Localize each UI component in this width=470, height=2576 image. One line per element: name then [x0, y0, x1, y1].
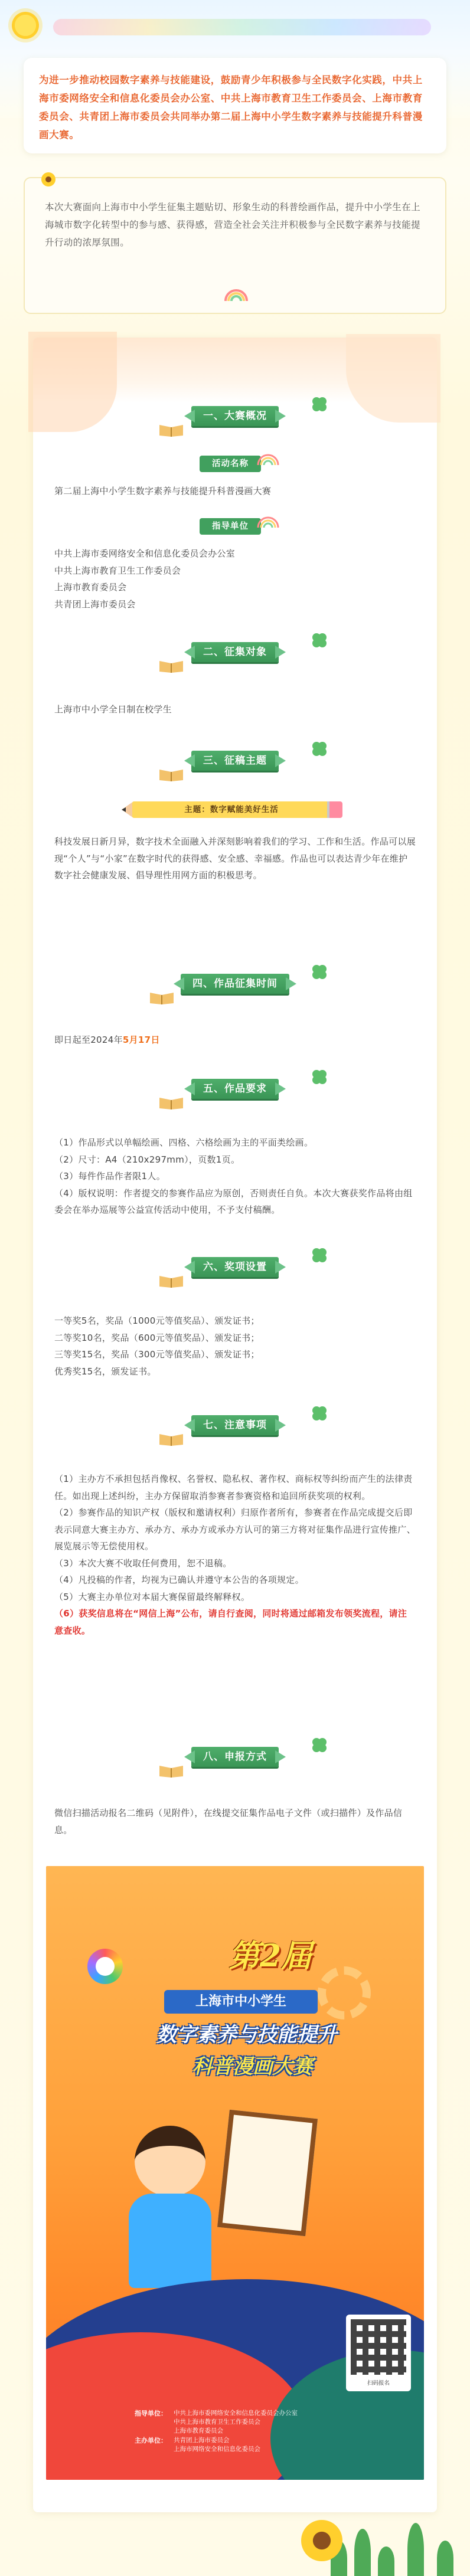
section-title-deadline	[175, 969, 295, 995]
book-icon	[149, 989, 175, 1004]
sunflower-icon	[301, 2520, 342, 2561]
poster-organizers: 指导单位： 中共上海市委网络安全和信息化委员会办公室 中共上海市教育卫生工作委员会 上海市教育委员会 主办单位： 共青团上海市委员会 上海市网络安全和信息化委员会	[135, 2409, 347, 2474]
activity-name-text: 第二届上海中小学生数字素养与技能提升科普漫画大赛	[54, 486, 272, 496]
list-item: （1）主办方不承担包括肖像权、名誉权、隐私权、著作权、商标权等纠纷而产生的法律责任。如出现上述纠纷，主办方保留取消参赛者参赛资格和追回所获奖项的权利。	[54, 1474, 413, 1501]
clover-icon	[311, 395, 328, 413]
poster-school-label: 上海市中小学生	[164, 1990, 318, 2014]
section-title-text: 二、征集对象	[203, 646, 267, 658]
clover-icon	[311, 1736, 328, 1754]
book-icon	[158, 1431, 184, 1446]
leaf-decoration	[346, 334, 440, 423]
highlight-notice: （6）获奖信息将在“网信上海”公布，请自行查阅，同时将通过邮箱发布领奖流程，请注意查收。	[54, 1608, 407, 1636]
list-item: 中共上海市委网络安全和信息化委员会办公室	[54, 548, 236, 559]
list-item: 一等奖5名，奖品（1000元等值奖品）、颁发证书；	[54, 1315, 260, 1326]
rainbow-icon	[256, 453, 280, 466]
list-item: 中共上海市教育卫生工作委员会	[174, 2418, 260, 2426]
section-title-target	[185, 637, 285, 663]
child-illustration	[135, 2126, 205, 2197]
list-item: 二等奖10名，奖品（600元等值奖品）、颁发证书；	[54, 1332, 260, 1343]
list-item: （3）本次大赛不收取任何费用，恕不退稿。	[54, 1557, 232, 1569]
intro-card	[24, 58, 446, 153]
theme-text: 主题：数字赋能美好生活	[132, 801, 331, 818]
rainbow-icon	[256, 516, 280, 529]
notes-list	[54, 1471, 416, 1639]
list-item: （4）凡投稿的作者，均视为已确认并遵守本公告的各项规定。	[54, 1575, 304, 1585]
easel-illustration	[217, 2110, 318, 2237]
rainbow-decoration	[53, 19, 431, 35]
guidance-unit-list	[54, 545, 416, 613]
book-icon	[158, 1272, 184, 1288]
qr-caption: 扫码报名	[367, 2380, 390, 2387]
book-icon	[158, 421, 184, 437]
list-item: （2）尺寸：A4（210x297mm），页数1页。	[54, 1154, 240, 1165]
poster-title-line1: 数字素养与技能提升	[156, 2023, 337, 2047]
list-item: （2）参赛作品的知识产权（版权和邀请权利）归原作者所有，参赛者在作品完成提交后即表示同意大赛主办方、承办方、承办方或承办方认可的第三方将对征集作品进行宣传推广、展览展示等无偿使用权。	[54, 1507, 416, 1552]
sunflower-icon	[40, 171, 57, 188]
list-item: 共青团上海市委员会	[174, 2437, 230, 2444]
section-title-overview	[185, 401, 285, 427]
clover-icon	[311, 1068, 328, 1086]
deadline-text: 即日起至2024年5月17日	[54, 1035, 160, 1045]
book-icon	[158, 1762, 184, 1778]
submission-text: 微信扫描活动报名二维码（见附件），在线提交征集作品电子文件（或扫描件）及作品信息。	[54, 1808, 403, 1835]
list-item: 三等奖15名，奖品（300元等值奖品）、颁发证书；	[54, 1349, 260, 1360]
book-icon	[158, 1094, 184, 1109]
section-title-text: 一、大赛概况	[203, 410, 267, 422]
list-item: 中共上海市教育卫生工作委员会	[54, 565, 181, 576]
theme-description: 科技发展日新月异，数字技术全面融入并深刻影响着我们的学习、工作和生活。作品可以展现“个人”与“小家”在数字时代的获得感、安全感、幸福感。作品也可以表达青少年在维护数字社会健康发展、倡导理性用网方面的积极思考。	[54, 836, 416, 881]
list-item: 中共上海市委网络安全和信息化委员会办公室	[174, 2410, 298, 2417]
list-item: 上海市教育委员会	[174, 2427, 223, 2434]
section-title-requirements	[185, 1074, 285, 1100]
sun-icon	[12, 12, 39, 39]
deadline-date: 5月17日	[122, 1035, 160, 1045]
rainbow-icon	[223, 288, 249, 302]
section-title-theme	[185, 746, 285, 772]
list-item: （1）作品形式以单幅绘画、四格、六格绘画为主的平面类绘画。	[54, 1137, 314, 1148]
list-item: 共青团上海市委员会	[54, 598, 136, 610]
intro-text: 为进一步推动校园数字素养与技能建设，鼓励青少年积极参与全民数字化实践，中共上海市委网络安全和信息化委员会办公室、中共上海市教育卫生工作委员会、上海市教育委员会、共青团上海市委员会共同举办第二届上海中小学生数字素养与技能提升科普漫画大赛。	[39, 74, 423, 140]
clover-icon	[311, 631, 328, 649]
section-title-text: 五、作品要求	[203, 1083, 267, 1095]
list-item: （4）版权说明：作者提交的参赛作品应为原创，否则责任自负。本次大赛获奖作品将由组委会在举办巡展等公益宣传活动中使用，不予支付稿酬。	[54, 1187, 413, 1215]
awards-list	[54, 1312, 416, 1380]
list-item: （5）大赛主办单位对本届大赛保留最终解释权。	[54, 1591, 250, 1602]
section-title-submission	[185, 1742, 285, 1768]
list-item: 上海市网络安全和信息化委员会	[174, 2446, 260, 2453]
registration-qr-code[interactable]	[346, 2315, 411, 2391]
clover-icon	[311, 963, 328, 981]
section-title-text: 七、注意事项	[203, 1419, 267, 1431]
clover-icon	[311, 1405, 328, 1422]
subtitle-activity-name: 活动名称	[188, 453, 282, 473]
book-icon	[158, 766, 184, 781]
section-title-text: 八、申报方式	[203, 1751, 267, 1763]
card-header-decoration	[33, 338, 437, 402]
child-illustration	[129, 2194, 211, 2288]
subtitle-guidance-unit: 指导单位	[188, 516, 282, 536]
contest-logo	[87, 1949, 123, 1984]
bottom-grass-decoration	[0, 2514, 470, 2576]
target-text: 上海市中小学全日制在校学生	[54, 704, 172, 715]
book-icon	[158, 657, 184, 673]
overview-card	[24, 177, 446, 314]
theme-pencil-banner	[122, 798, 348, 821]
section-title-text: 三、征稿主题	[203, 755, 267, 767]
list-item: 上海市教育委员会	[54, 582, 127, 593]
list-item: 优秀奖15名，颁发证书。	[54, 1366, 156, 1377]
requirements-list	[54, 1134, 416, 1219]
clover-icon	[311, 1246, 328, 1264]
section-title-notes	[185, 1410, 285, 1436]
overview-text: 本次大赛面向上海市中小学生征集主题贴切、形象生动的科普绘画作品，提升中小学生在上海城市数字化转型中的参与感、获得感，营造全社会关注并积极参与全民数字素养与技能提升行动的浓厚氛围。	[45, 202, 421, 248]
contest-poster	[46, 1866, 424, 2480]
leaf-decoration	[28, 332, 117, 432]
qr-code-image	[351, 2319, 406, 2375]
poster-edition-title: 第2届	[229, 1938, 312, 1974]
content-card	[33, 338, 437, 2512]
list-item: （3）每件作品作者限1人。	[54, 1171, 165, 1181]
section-title-text: 四、作品征集时间	[192, 978, 278, 990]
section-title-text: 六、奖项设置	[203, 1261, 267, 1273]
clover-icon	[311, 740, 328, 758]
poster-title-line2: 科普漫画大赛	[192, 2055, 313, 2079]
section-title-awards	[185, 1252, 285, 1278]
